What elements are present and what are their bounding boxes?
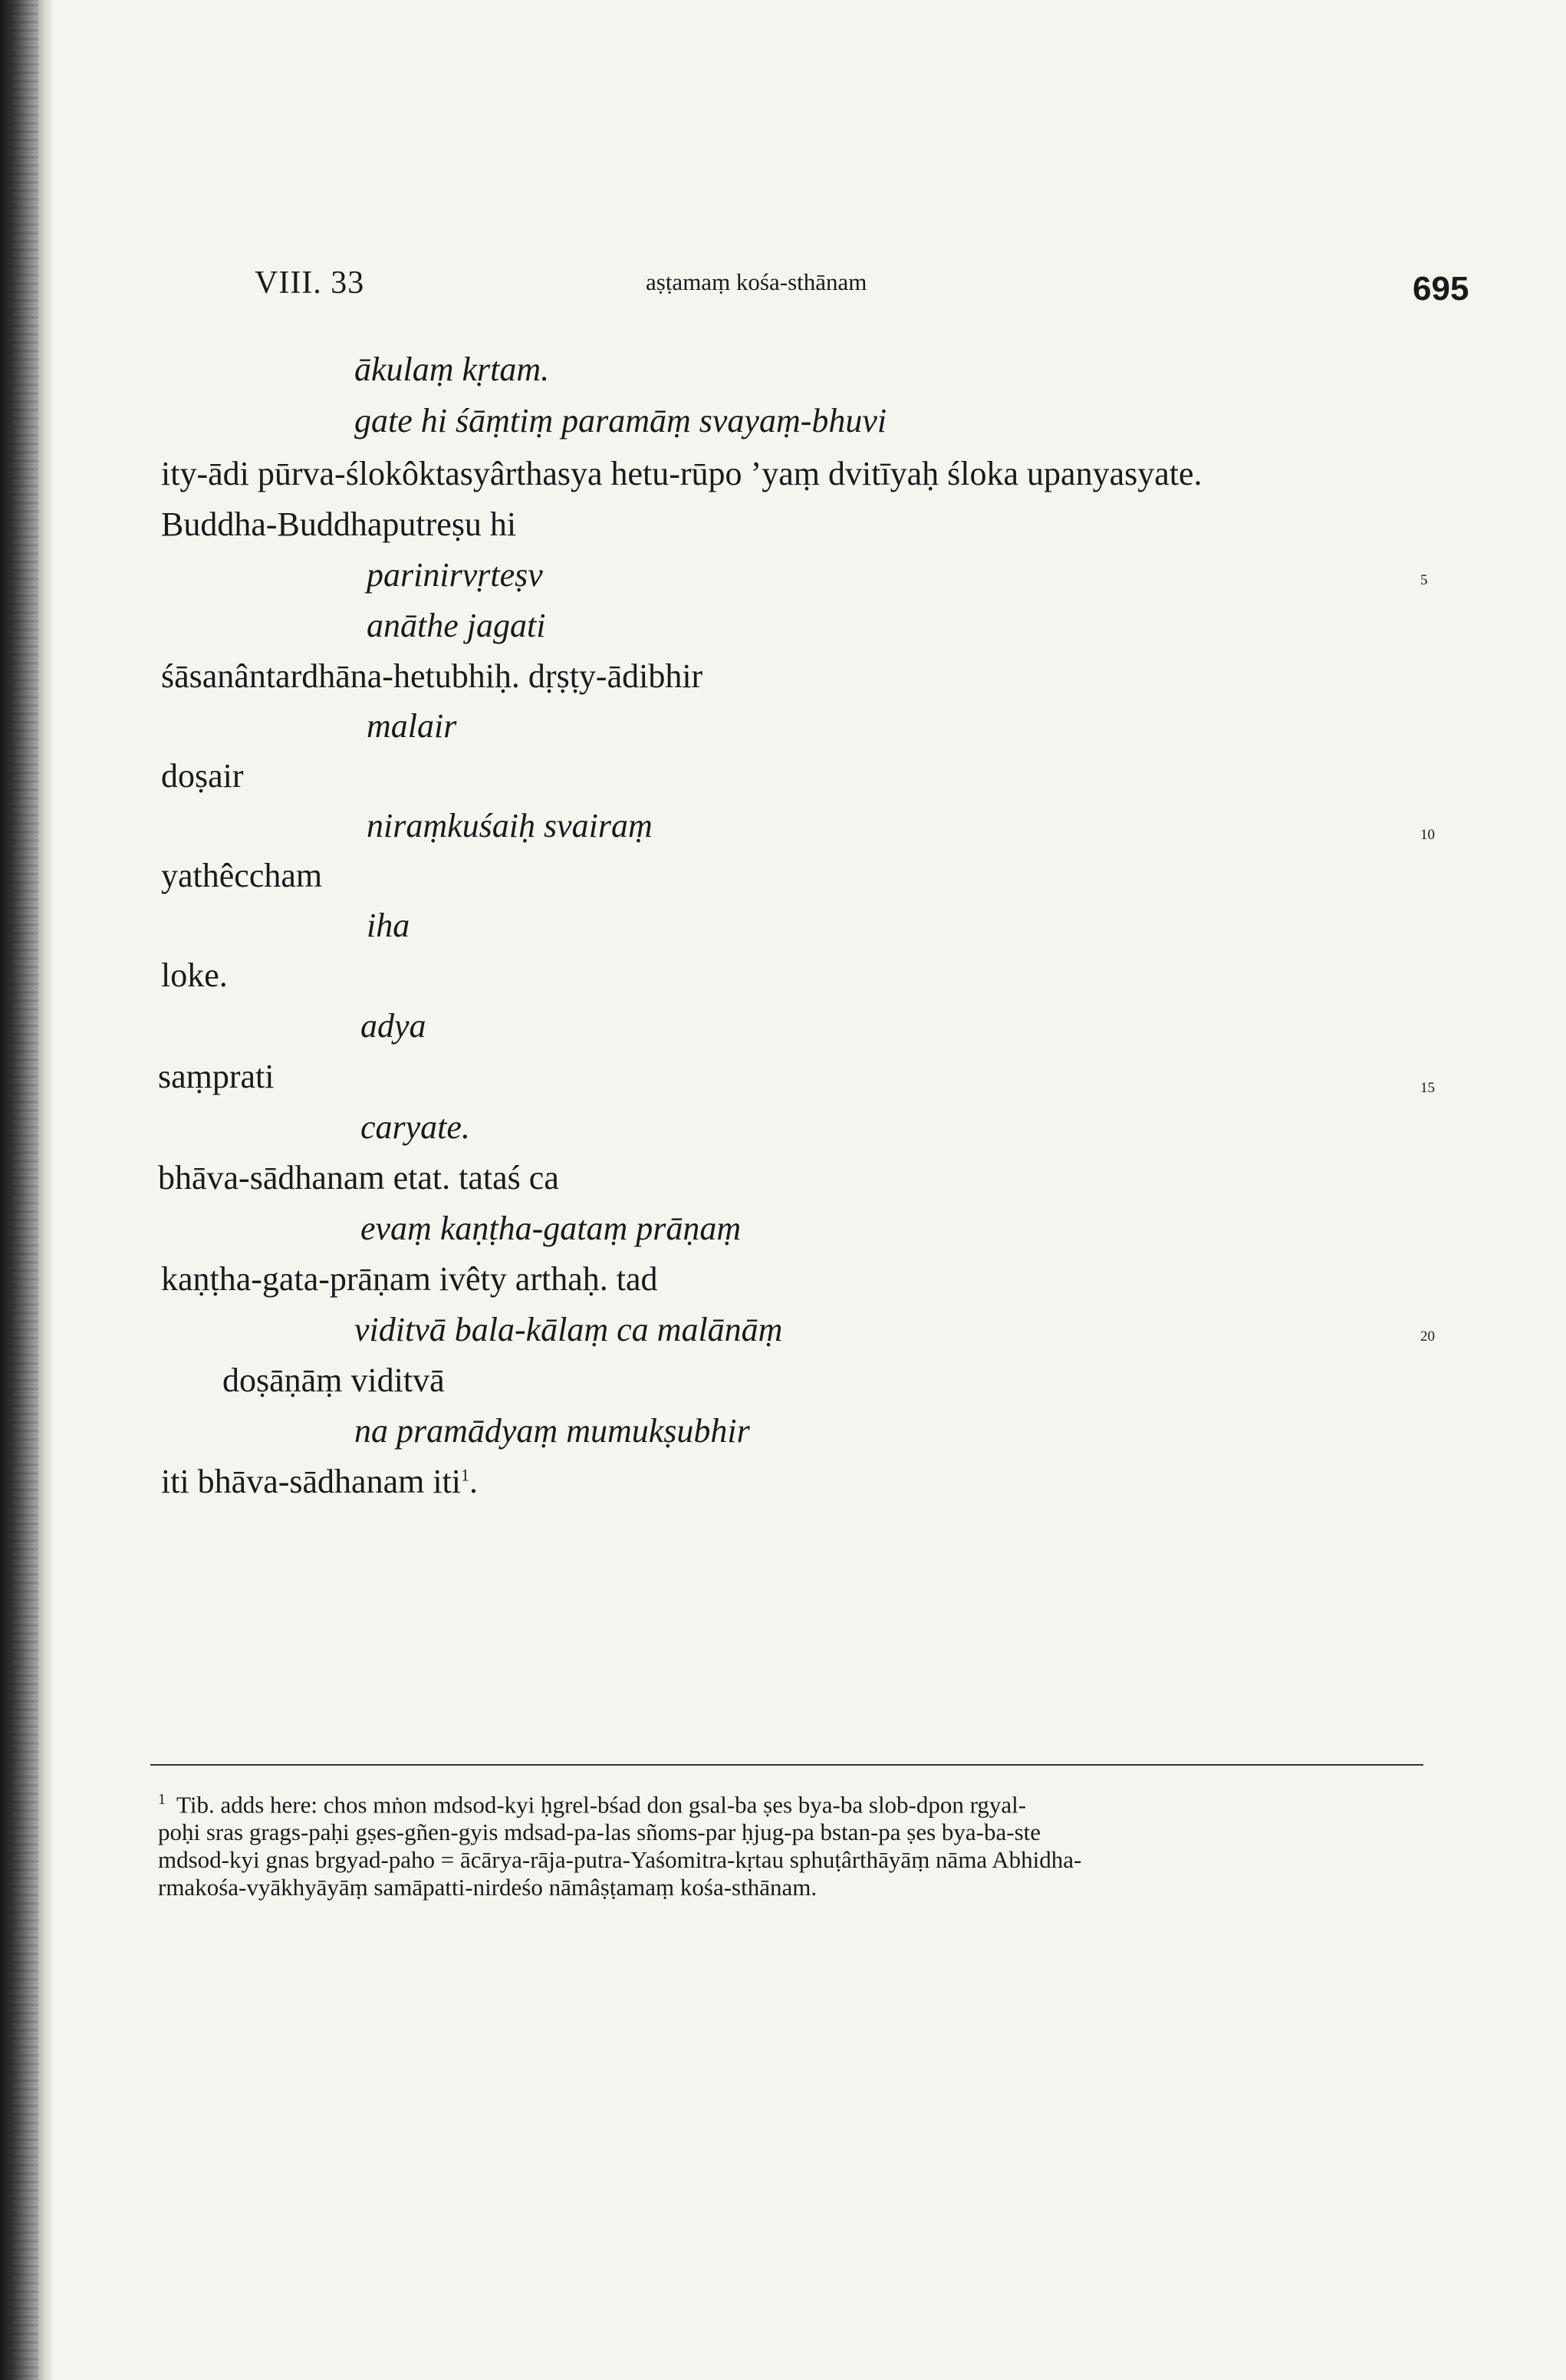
footnote-line-4: rmakośa-vyākhyāyāṃ samāpatti-nirdeśo nāmâṣṭamaṃ kośa-sthānam. <box>158 1874 818 1901</box>
margin-line-number-15: 15 <box>1420 1080 1435 1096</box>
text-line-12: iha <box>367 907 410 944</box>
footnote-marker: 1 <box>158 1791 166 1808</box>
text-line-8: malair <box>367 707 457 745</box>
footnote-reference: 1 <box>461 1465 469 1485</box>
text-line-19: kaṇṭha-gata-prāṇam ivêty arthaḥ. tad <box>161 1260 658 1298</box>
running-title: aṣṭamaṃ kośa-sthānam <box>646 268 867 295</box>
scan-binding-texture <box>11 0 38 2380</box>
text-line-22: na pramādyaṃ mumukṣubhir <box>354 1412 750 1450</box>
text-line-21: doṣāṇāṃ viditvā <box>222 1361 445 1399</box>
footnote-block <box>158 1786 1385 1901</box>
footnote-line-1-text: Tib. adds here: chos mṅon mdsod-kyi ḥgrel-bśad don gsal-ba ṣes bya-ba slob-dpon rgyal- <box>176 1791 1027 1819</box>
footnote-separator-rule <box>150 1764 1423 1766</box>
text-line-15: saṃprati <box>158 1058 275 1095</box>
text-line-9: doṣair <box>161 757 244 795</box>
sentence-end-period: . <box>469 1463 478 1500</box>
footnote-line-3: mdsod-kyi gnas brgyad-paho = ācārya-rāja-putra-Yaśomitra-kṛtau sphuṭârthāyāṃ nāma Abhidha- <box>158 1846 1082 1874</box>
footnote-line-2: poḥi sras grags-paḥi gṣes-gñen-gyis mdsad-pa-las sñoms-par ḥjug-pa bstan-pa ṣes bya-ba-ste <box>158 1819 1041 1846</box>
text-line-16: caryate. <box>360 1108 470 1146</box>
text-line-5: parinirvṛteṣv <box>367 556 543 594</box>
text-line-13: loke. <box>161 956 228 994</box>
text-line-20: viditvā bala-kālaṃ ca malānāṃ <box>354 1311 783 1348</box>
text-line-10: niraṃkuśaiḥ svairaṃ <box>367 807 653 844</box>
text-line-17: bhāva-sādhanam etat. tataś ca <box>158 1159 559 1197</box>
text-line-11: yathêccham <box>161 857 323 894</box>
text-line-6: anāthe jagati <box>367 607 546 644</box>
text-line-2: gate hi śāṃtiṃ paramāṃ svayaṃ-bhuvi <box>354 402 887 439</box>
text-line-4: Buddha-Buddhaputreṣu hi <box>161 505 517 543</box>
margin-line-number-5: 5 <box>1420 572 1428 588</box>
page-number: 695 <box>1413 270 1469 308</box>
margin-line-number-10: 10 <box>1420 827 1435 843</box>
text-line-3: ity-ādi pūrva-ślokôktasyârthasya hetu-rūpo ’yaṃ dvitīyaḥ śloka upanyasyate. <box>161 455 1202 492</box>
text-line-18: evaṃ kaṇṭha-gataṃ prāṇaṃ <box>360 1210 742 1247</box>
text-line-23-body: iti bhāva-sādhanam iti <box>161 1463 461 1500</box>
text-line-14: adya <box>360 1007 426 1045</box>
text-line-23 <box>161 1465 478 1499</box>
section-number: VIII. 33 <box>255 265 365 301</box>
footnote-line-1 <box>158 1786 1385 1819</box>
text-line-7: śāsanântardhāna-hetubhiḥ. dṛṣṭy-ādibhir <box>161 657 703 695</box>
margin-line-number-20: 20 <box>1420 1328 1435 1345</box>
text-line-1: ākulaṃ kṛtam. <box>354 351 550 388</box>
